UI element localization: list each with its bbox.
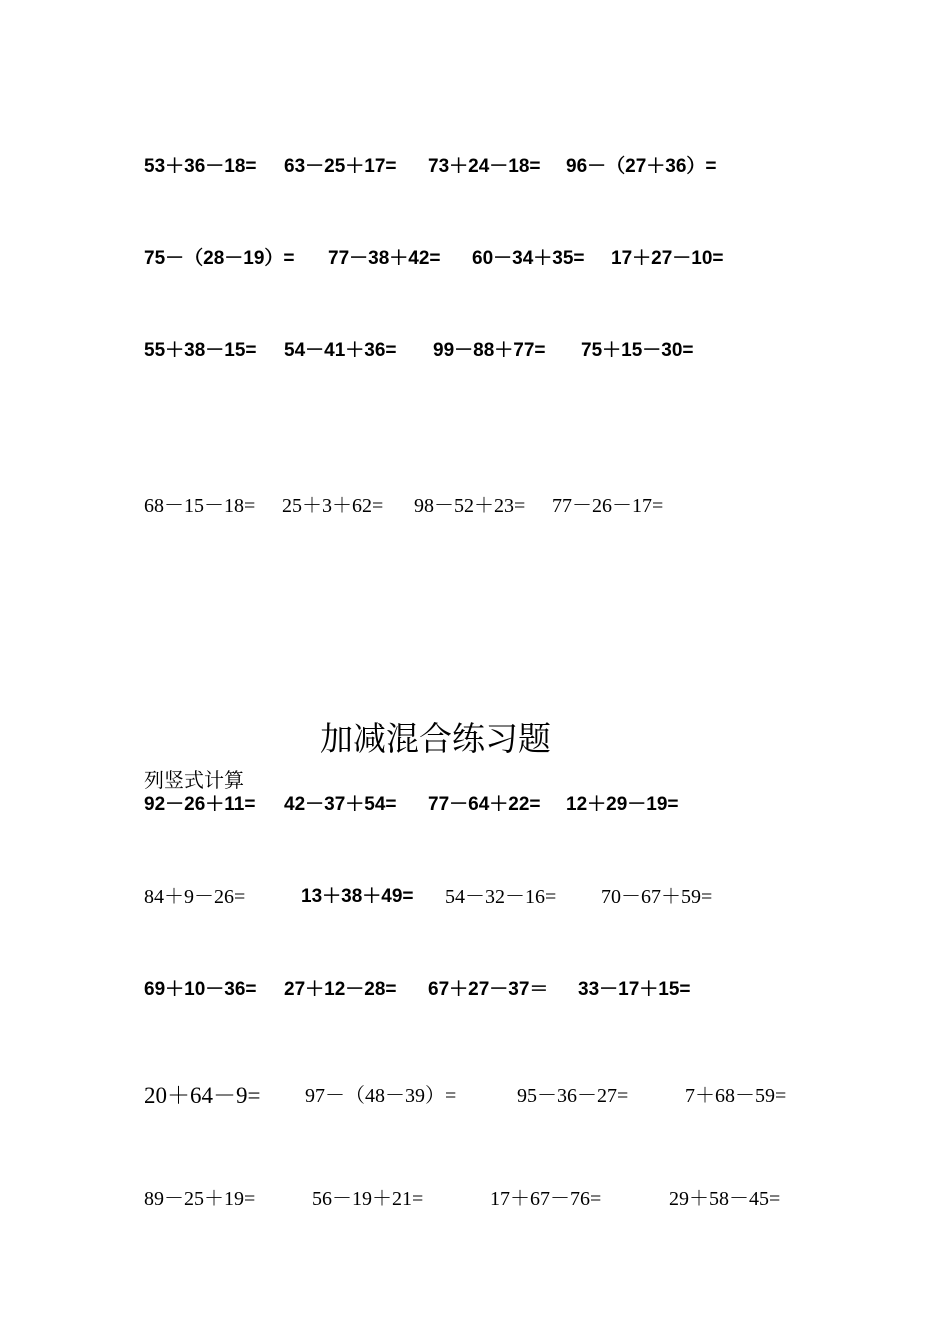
math-problem: 63－25＋17= bbox=[284, 156, 397, 177]
math-problem: 84＋9－26= bbox=[144, 886, 246, 908]
math-problem: 67＋27－37＝ bbox=[428, 979, 549, 1000]
math-problem: 54－41＋36= bbox=[284, 340, 397, 361]
math-problem: 75＋15－30= bbox=[581, 340, 694, 361]
math-problem: 17＋67－76= bbox=[490, 1188, 602, 1210]
math-problem: 55＋38－15= bbox=[144, 340, 257, 361]
math-problem: 89－25＋19= bbox=[144, 1188, 256, 1210]
math-problem: 17＋27－10= bbox=[611, 248, 724, 269]
math-problem: 53＋36－18= bbox=[144, 156, 257, 177]
math-problem: 96－（27＋36）= bbox=[566, 156, 717, 177]
math-problem: 42－37＋54= bbox=[284, 794, 397, 815]
math-problem: 54－32－16= bbox=[445, 886, 557, 908]
math-problem: 13＋38＋49= bbox=[301, 886, 414, 907]
worksheet-subtitle: 列竖式计算 bbox=[144, 768, 244, 792]
math-problem: 73＋24－18= bbox=[428, 156, 541, 177]
math-problem: 97－（48－39）= bbox=[305, 1085, 457, 1107]
math-problem: 77－64＋22= bbox=[428, 794, 541, 815]
math-problem: 20＋64－9= bbox=[144, 1083, 261, 1108]
math-problem: 27＋12－28= bbox=[284, 979, 397, 1000]
math-problem: 60－34＋35= bbox=[472, 248, 585, 269]
worksheet-title: 加减混合练习题 bbox=[320, 719, 551, 758]
math-problem: 98－52＋23= bbox=[414, 495, 526, 517]
math-problem: 29＋58－45= bbox=[669, 1188, 781, 1210]
math-problem: 12＋29－19= bbox=[566, 794, 679, 815]
math-problem: 92－26＋11= bbox=[144, 794, 256, 815]
math-problem: 33－17＋15= bbox=[578, 979, 691, 1000]
math-problem: 77－38＋42= bbox=[328, 248, 441, 269]
math-problem: 70－67＋59= bbox=[601, 886, 713, 908]
math-problem: 99－88＋77= bbox=[433, 340, 546, 361]
math-problem: 25＋3＋62= bbox=[282, 495, 384, 517]
math-problem: 68－15－18= bbox=[144, 495, 256, 517]
math-problem: 77－26－17= bbox=[552, 495, 664, 517]
math-problem: 7＋68－59= bbox=[685, 1085, 787, 1107]
math-problem: 95－36－27= bbox=[517, 1085, 629, 1107]
math-problem: 56－19＋21= bbox=[312, 1188, 424, 1210]
math-problem: 75－（28－19）= bbox=[144, 248, 295, 269]
math-problem: 69＋10－36= bbox=[144, 979, 257, 1000]
